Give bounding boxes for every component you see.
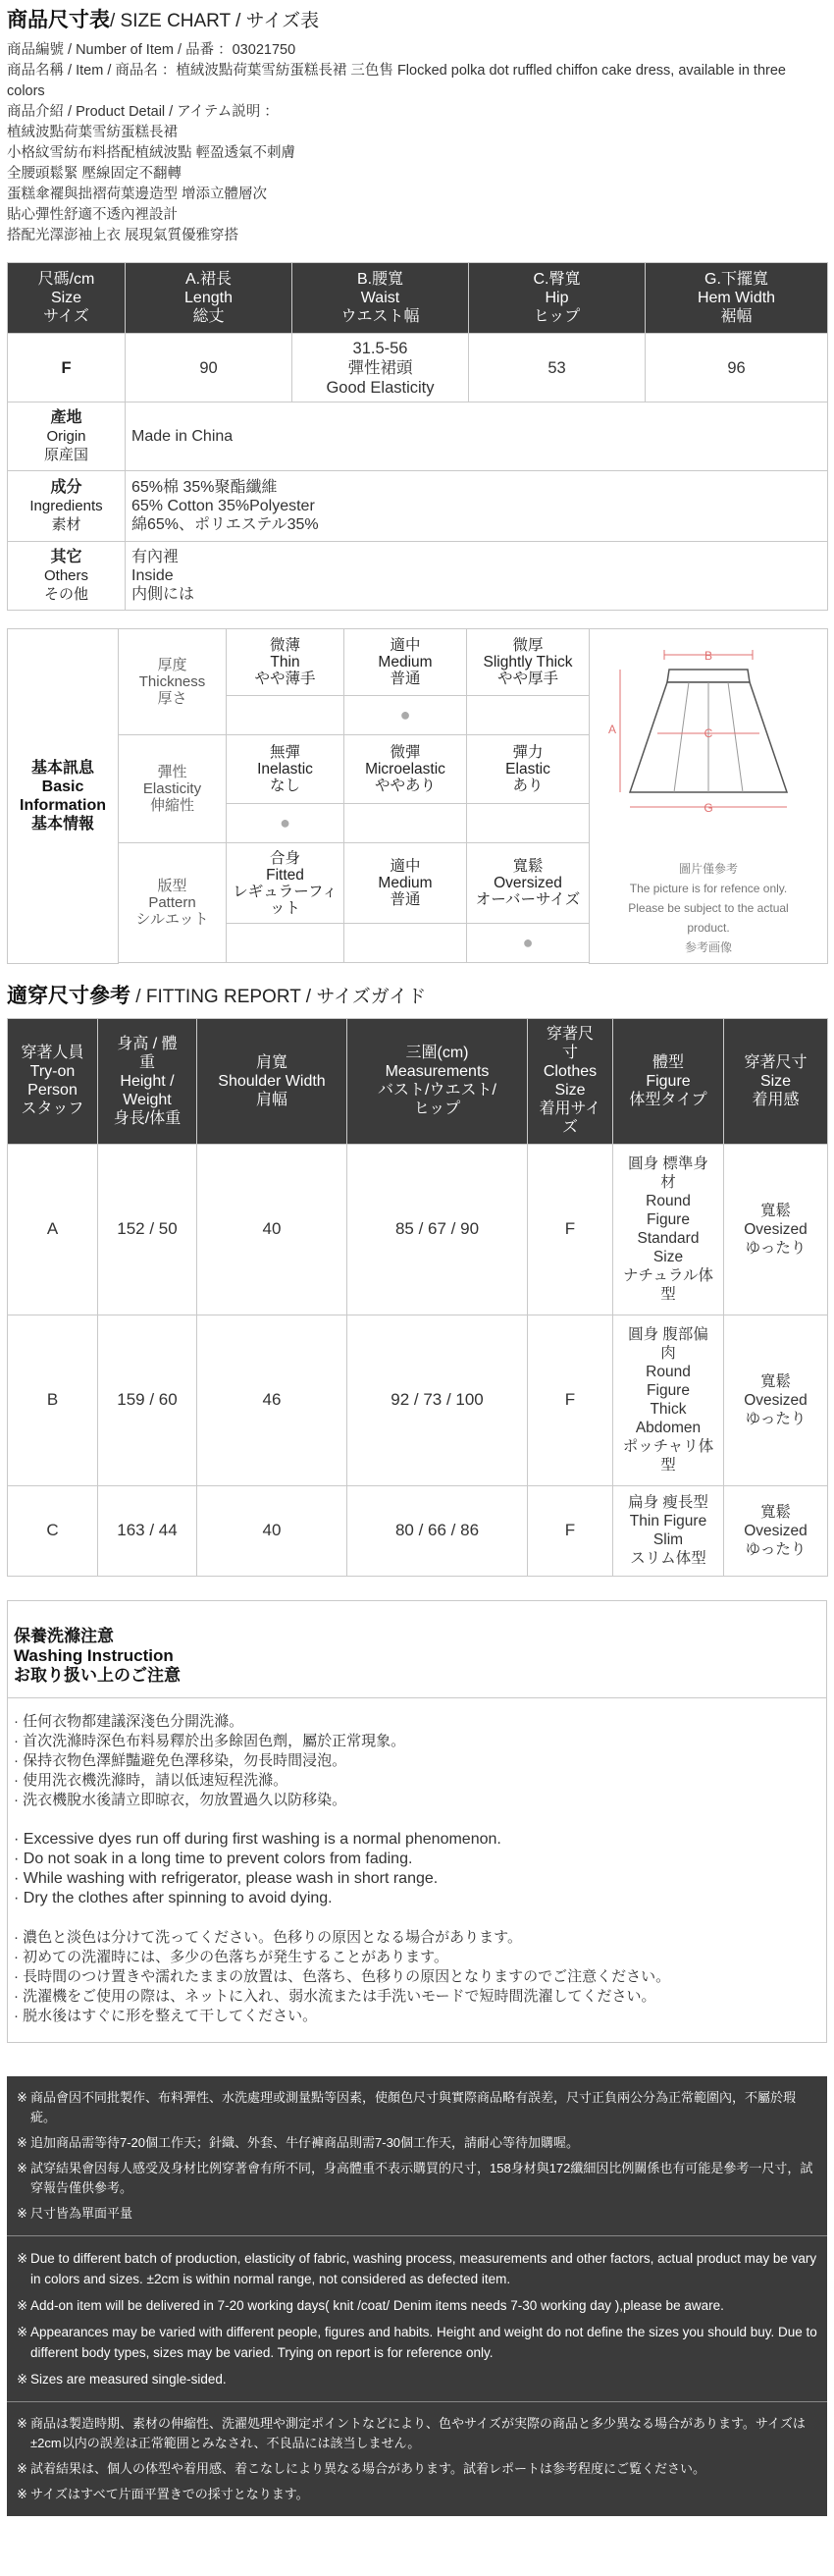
hip-value: 53 xyxy=(469,334,646,402)
header-length: A.裙長 Length 総丈 xyxy=(126,263,292,334)
size-chart-row xyxy=(8,334,828,402)
option-medium-pattern: 適中 Medium 普通 xyxy=(344,843,467,924)
washing-line: · Do not soak in a long time to prevent colors from fading. xyxy=(14,1850,413,1867)
label-a: A xyxy=(607,722,616,736)
note-item: ※ 商品は製造時期、素材の伸縮性、洗濯処理や測定ポイントなどにより、色やサイズが実際の商品と多少異なる場合があります。サイズは±2cm以内の誤差は正常範囲とみなされ、不良品には該当しません。 xyxy=(17,2414,817,2453)
notes-panel xyxy=(7,2076,827,2516)
fit-cell: 寬鬆 Ovesized ゆったり xyxy=(724,1144,828,1315)
notes-zh xyxy=(7,2076,827,2236)
header-hem: G.下擺寬 Hem Width 裾幅 xyxy=(646,263,828,334)
note-item: ※ 尺寸皆為單面平量 xyxy=(17,2204,817,2224)
basic-info-table xyxy=(7,628,828,964)
product-detail-lines xyxy=(7,123,827,246)
header-clothes-size: 穿著尺 寸 Clothes Size 着用サイ ズ xyxy=(528,1018,613,1144)
selected-dot: ● xyxy=(344,696,467,735)
washing-title: 保養洗滌注意 Washing Instruction お取り扱い上のご注意 xyxy=(8,1601,826,1698)
others-label: 其它 Others その他 xyxy=(8,542,126,611)
fitting-table xyxy=(7,1018,828,1577)
origin-row xyxy=(8,402,828,471)
product-detail-head: 商品介紹 / Product Detail / アイテム説明 ： xyxy=(7,104,279,120)
size-chart-title: 商品尺寸表 xyxy=(7,9,110,31)
detail-line: 貼心彈性舒適不透內裡設計 xyxy=(7,207,178,223)
size-cell: F xyxy=(528,1144,613,1315)
ingredients-label: 成分 Ingredients 素材 xyxy=(8,471,126,542)
length-value: 90 xyxy=(126,334,292,402)
selected-dot: ● xyxy=(227,804,344,843)
figure-cell: 圓身 標準身 材 Round Figure Standard Size ナチュラル体 型 xyxy=(613,1144,724,1315)
basic-info-title: 基本訊息 Basic Information 基本情報 xyxy=(8,629,119,964)
label-c: C xyxy=(704,725,713,740)
fitting-report-header xyxy=(7,984,827,1010)
note-item: ※ Add-on item will be delivered in 7-20 working days( knit /coat/ Denim items needs 7-30 working day ),please be aware. xyxy=(17,2295,817,2316)
skirt-diagram xyxy=(607,635,807,851)
table-row xyxy=(8,1315,828,1485)
attr-elasticity: 彈性 Elasticity 伸縮性 xyxy=(119,735,227,843)
option-fitted: 合身 Fitted レギュラーフィット xyxy=(227,843,344,924)
washing-line: · 洗濯機をご使用の際は、ネットに入れ、弱水流または手洗いモードで短時間洗濯してください。 xyxy=(14,1987,656,2005)
option-elastic: 彈力 Elastic あり xyxy=(467,735,590,804)
shoulder-cell: 40 xyxy=(197,1485,347,1576)
product-info xyxy=(7,34,827,246)
size-chart-table xyxy=(7,262,828,611)
attr-thickness: 厚度 Thickness 厚さ xyxy=(119,629,227,735)
size-cell: F xyxy=(528,1485,613,1576)
ingredients-row xyxy=(8,471,828,542)
item-number: 商品編號 / Number of Item / 品番 ：03021750 xyxy=(7,42,296,58)
size-cell: F xyxy=(528,1315,613,1485)
header-height-weight: 身高 / 體 重 Height / Weight 身長/体重 xyxy=(98,1018,197,1144)
size-value: F xyxy=(8,334,126,402)
note-item: ※ 追加商品需等待7-20個工作天；針織、外套、牛仔褲商品則需7-30個工作天，請耐心等待加購喔。 xyxy=(17,2133,817,2153)
washing-line: · 保持衣物色澤鮮豔避免色澤移染，勿長時間浸泡。 xyxy=(14,1751,347,1769)
thickness-cell-0 xyxy=(227,696,344,735)
size-chart-header xyxy=(7,0,827,34)
person-cell: C xyxy=(8,1485,98,1576)
header-measurements: 三圍(cm) Measurements バスト/ウエスト/ ヒップ xyxy=(347,1018,528,1144)
attr-pattern: 版型 Pattern シルエット xyxy=(119,843,227,963)
washing-line: · 使用洗衣機洗滌時，請以低速短程洗滌。 xyxy=(14,1771,288,1789)
header-fit: 穿著尺寸 Size 着用感 xyxy=(724,1018,828,1144)
table-row xyxy=(8,1144,828,1315)
fitting-report-subtitle: / FITTING REPORT / サイズガイド xyxy=(135,986,427,1007)
header-person: 穿著人員 Try-on Person スタッフ xyxy=(8,1018,98,1144)
fitting-header-row xyxy=(8,1018,828,1144)
skirt-diagram-cell xyxy=(590,629,828,964)
detail-line: 搭配光澤澎袖上衣 展現氣質優雅穿搭 xyxy=(7,228,239,243)
washing-line: · 首次洗滌時深色布料易釋於出多餘固色劑，屬於正常現象。 xyxy=(14,1732,406,1749)
person-cell: A xyxy=(8,1144,98,1315)
note-item: ※ Appearances may be varied with different people, figures and habits. Height and weight do not define the sizes you should buy. Due to different body types, sizes may be varied. Trying on report is for reference only. xyxy=(17,2322,817,2363)
washing-line: · Excessive dyes run off during first washing is a normal phenomenon. xyxy=(14,1830,501,1848)
note-item: ※ 試着結果は、個人の体型や着用感、着こなしにより異なる場合があります。試着レポートは参考程度にご覧ください。 xyxy=(17,2459,817,2479)
pattern-cell-0 xyxy=(227,924,344,963)
note-item: ※ 試穿結果會因每人感受及身材比例穿著會有所不同，身高體重不表示購買的尺寸，158身材與172纖細因比例關係也有可能是參考一尺寸，試穿報告僅供參考。 xyxy=(17,2159,817,2198)
label-g: G xyxy=(704,800,713,815)
washing-line: · 脱水後はすぐに形を整えて干してください。 xyxy=(14,2007,318,2024)
fit-cell: 寬鬆 Ovesized ゆったり xyxy=(724,1485,828,1576)
option-inelastic: 無彈 Inelastic なし xyxy=(227,735,344,804)
table-row xyxy=(8,1485,828,1576)
option-thin: 微薄 Thin やや薄手 xyxy=(227,629,344,696)
washing-line: · 濃色と淡色は分けて洗ってください。色移りの原因となる場合があります。 xyxy=(14,1928,522,1946)
detail-line: 蛋糕傘襬與拙褶荷葉邊造型 增添立體層次 xyxy=(7,187,268,202)
figure-cell: 圓身 腹部偏 肉 Round Figure Thick Abdomen ポッチャリ体 型 xyxy=(613,1315,724,1485)
shoulder-cell: 40 xyxy=(197,1144,347,1315)
measurements-cell: 80 / 66 / 86 xyxy=(347,1485,528,1576)
selected-dot: ● xyxy=(467,924,590,963)
height-weight-cell: 163 / 44 xyxy=(98,1485,197,1576)
fit-cell: 寬鬆 Ovesized ゆったり xyxy=(724,1315,828,1485)
detail-line: 植絨波點荷葉雪紡蛋糕長裙 xyxy=(7,125,178,140)
thickness-cell-2 xyxy=(467,696,590,735)
pattern-cell-1 xyxy=(344,924,467,963)
ingredients-value: 65%棉 35%聚酯纖維 65% Cotton 35%Polyester 綿65%、ポリエステル35% xyxy=(126,471,828,542)
option-slightly-thick: 微厚 Slightly Thick やや厚手 xyxy=(467,629,590,696)
header-waist: B.腰寬 Waist ウエスト幅 xyxy=(292,263,469,334)
notes-ja xyxy=(7,2402,827,2516)
origin-value: Made in China xyxy=(126,402,828,471)
washing-body xyxy=(8,1698,826,2042)
detail-line: 小格紋雪紡布料搭配植絨波點 輕盈透氣不刺膚 xyxy=(7,145,296,161)
person-cell: B xyxy=(8,1315,98,1485)
header-figure: 體型 Figure 体型タイプ xyxy=(613,1018,724,1144)
notes-en xyxy=(7,2236,827,2402)
measurements-cell: 92 / 73 / 100 xyxy=(347,1315,528,1485)
height-weight-cell: 152 / 50 xyxy=(98,1144,197,1315)
option-microelastic: 微彈 Microelastic ややあり xyxy=(344,735,467,804)
figure-cell: 扁身 瘦長型 Thin Figure Slim スリム体型 xyxy=(613,1485,724,1576)
washing-line: · Dry the clothes after spinning to avoid dying. xyxy=(14,1889,333,1906)
note-item: ※ Sizes are measured single-sided. xyxy=(17,2369,817,2389)
note-item: ※ 商品會因不同批製作、布料彈性、水洗處理或測量點等因素，使顏色尺寸與實際商品略有誤差，尺寸正負兩公分為正常範圍內，不屬於瑕疵。 xyxy=(17,2088,817,2127)
note-item: ※ Due to different batch of production, elasticity of fabric, washing process, measurements and other factors, actual product may be vary in colors and sizes. ±2cm is within normal range, not considered as defected item. xyxy=(17,2248,817,2289)
shoulder-cell: 46 xyxy=(197,1315,347,1485)
detail-line: 全腰頭鬆緊 壓線固定不翻轉 xyxy=(7,166,182,182)
height-weight-cell: 159 / 60 xyxy=(98,1315,197,1485)
waist-value: 31.5-56 彈性裙頭 Good Elasticity xyxy=(292,334,469,402)
header-shoulder: 肩寬 Shoulder Width 肩幅 xyxy=(197,1018,347,1144)
item-name: 商品名稱 / Item / 商品名 ：植絨波點荷葉雪紡蛋糕長裙 三色售 Flocked polka dot ruffled chiffon cake dress, available in three colors xyxy=(7,63,786,99)
label-b: B xyxy=(704,648,713,663)
header-size: 尺碼/cm Size サイズ xyxy=(8,263,126,334)
hem-value: 96 xyxy=(646,334,828,402)
note-item: ※ サイズはすべて片面平置きでの採寸となります。 xyxy=(17,2485,817,2504)
washing-instruction xyxy=(7,1600,827,2043)
size-chart-subtitle: / SIZE CHART / サイズ表 xyxy=(110,11,320,31)
washing-line: · 初めての洗濯時には、多少の色落ちが発生することがあります。 xyxy=(14,1948,448,1965)
option-oversized: 寬鬆 Oversized オーバーサイズ xyxy=(467,843,590,924)
fitting-report-title: 適穿尺寸參考 xyxy=(7,984,130,1007)
washing-line: · While washing with refrigerator, please wash in short range. xyxy=(14,1869,439,1887)
measurements-cell: 85 / 67 / 90 xyxy=(347,1144,528,1315)
elasticity-cell-2 xyxy=(467,804,590,843)
washing-line: · 洗衣機脫水後請立即晾衣，勿放置過久以防移染。 xyxy=(14,1791,347,1808)
option-medium-thickness: 適中 Medium 普通 xyxy=(344,629,467,696)
washing-line: · 任何衣物都建議深淺色分開洗滌。 xyxy=(14,1712,244,1730)
elasticity-cell-1 xyxy=(344,804,467,843)
size-chart-header-row xyxy=(8,263,828,334)
image-note: 圖片僅參考 The picture is for refence only. Please be subject to the actual product. 参考画像 xyxy=(628,861,789,954)
origin-label: 產地 Origin 原産国 xyxy=(8,402,126,471)
header-hip: C.臀寬 Hip ヒップ xyxy=(469,263,646,334)
others-value: 有內裡 Inside 内側には xyxy=(126,542,828,611)
washing-line: · 長時間のつけ置きや濡れたままの放置は、色落ち、色移りの原因となりますのでご注意ください。 xyxy=(14,1967,671,1985)
others-row xyxy=(8,542,828,611)
